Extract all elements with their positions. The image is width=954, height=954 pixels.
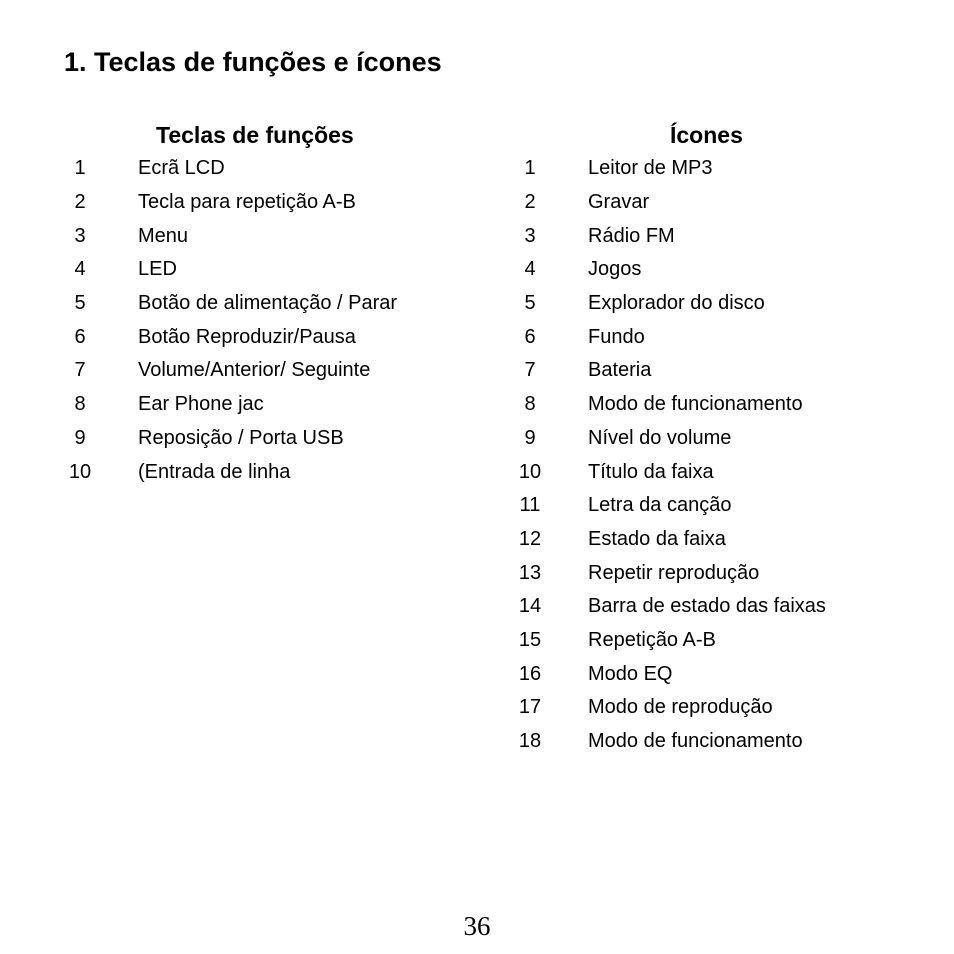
item-label: Modo EQ	[588, 662, 673, 685]
list-item	[60, 422, 480, 456]
item-label: Volume/Anterior/ Seguinte	[138, 359, 371, 382]
item-number: 13	[518, 561, 542, 584]
item-label: Bateria	[588, 359, 652, 382]
item-label: Fundo	[588, 325, 645, 348]
item-number: 7	[524, 359, 536, 382]
item-label: Letra da canção	[588, 494, 732, 517]
list-item	[510, 691, 910, 725]
list-item	[510, 523, 910, 557]
list-item	[510, 657, 910, 691]
item-label: Explorador do disco	[588, 292, 765, 315]
list-item	[510, 354, 910, 388]
list-item	[510, 556, 910, 590]
item-label: Tecla para repetição A-B	[138, 191, 356, 214]
item-number: 10	[518, 460, 542, 483]
item-number: 8	[524, 393, 536, 416]
item-number: 3	[524, 224, 536, 247]
list-item	[60, 388, 480, 422]
item-number: 2	[74, 191, 86, 214]
item-number: 18	[518, 730, 542, 753]
item-label: Repetir reprodução	[588, 561, 760, 584]
item-number: 6	[524, 325, 536, 348]
function-keys-list	[60, 152, 480, 489]
item-number: 16	[518, 662, 542, 685]
item-label: Modo de funcionamento	[588, 730, 803, 753]
list-item	[60, 219, 480, 253]
item-number: 4	[524, 258, 536, 281]
list-item	[60, 354, 480, 388]
item-label: Nível do volume	[588, 426, 732, 449]
item-number: 9	[524, 426, 536, 449]
item-number: 1	[74, 157, 86, 180]
item-label: Gravar	[588, 191, 650, 214]
item-label: Barra de estado das faixas	[588, 595, 826, 618]
item-label: Rádio FM	[588, 224, 675, 247]
page-number: 36	[463, 911, 491, 941]
item-number: 9	[74, 426, 86, 449]
list-item	[510, 455, 910, 489]
item-number: 10	[68, 460, 92, 483]
item-label: Ear Phone jac	[138, 393, 264, 416]
item-number: 11	[519, 494, 541, 517]
item-number: 6	[74, 325, 86, 348]
list-item	[510, 287, 910, 321]
item-label: Botão de alimentação / Parar	[138, 292, 398, 315]
item-label: Reposição / Porta USB	[138, 426, 344, 449]
list-item	[60, 152, 480, 186]
item-label: (Entrada de linha	[138, 460, 291, 483]
icons-section	[510, 118, 910, 758]
list-item	[510, 320, 910, 354]
item-label: Leitor de MP3	[588, 157, 713, 180]
list-item	[510, 624, 910, 658]
list-item	[510, 186, 910, 220]
list-item	[510, 219, 910, 253]
item-label: Ecrã LCD	[138, 157, 225, 180]
item-number: 5	[524, 292, 536, 315]
item-label: Título da faixa	[588, 460, 714, 483]
list-item	[510, 253, 910, 287]
list-item	[60, 186, 480, 220]
function-keys-section	[60, 118, 480, 489]
item-label: Botão Reproduzir/Pausa	[138, 325, 356, 348]
item-number: 12	[518, 527, 542, 550]
item-label: Repetição A-B	[588, 628, 716, 651]
item-number: 4	[74, 258, 86, 281]
item-number: 2	[524, 191, 536, 214]
item-number: 14	[518, 595, 542, 618]
list-item	[510, 725, 910, 759]
item-label: Estado da faixa	[588, 527, 726, 550]
item-number: 17	[518, 696, 542, 719]
item-number: 15	[518, 628, 542, 651]
list-item	[510, 152, 910, 186]
item-number: 5	[74, 292, 86, 315]
list-item	[510, 489, 910, 523]
list-item	[510, 388, 910, 422]
item-label: Modo de reprodução	[588, 696, 773, 719]
item-number: 7	[74, 359, 86, 382]
item-number: 1	[524, 157, 536, 180]
list-item	[60, 253, 480, 287]
item-label: Jogos	[588, 258, 642, 281]
item-label: Modo de funcionamento	[588, 393, 803, 416]
item-number: 8	[74, 393, 86, 416]
item-number: 3	[74, 224, 86, 247]
page-title: 1. Teclas de funções e ícones	[64, 47, 442, 77]
list-item	[510, 590, 910, 624]
function-keys-heading: Teclas de funções	[156, 122, 354, 148]
list-item	[510, 422, 910, 456]
list-item	[60, 455, 480, 489]
list-item	[60, 320, 480, 354]
icons-heading: Ícones	[670, 122, 743, 148]
icons-list	[510, 152, 910, 758]
list-item	[60, 287, 480, 321]
item-label: Menu	[138, 224, 189, 247]
item-label: LED	[138, 258, 177, 281]
